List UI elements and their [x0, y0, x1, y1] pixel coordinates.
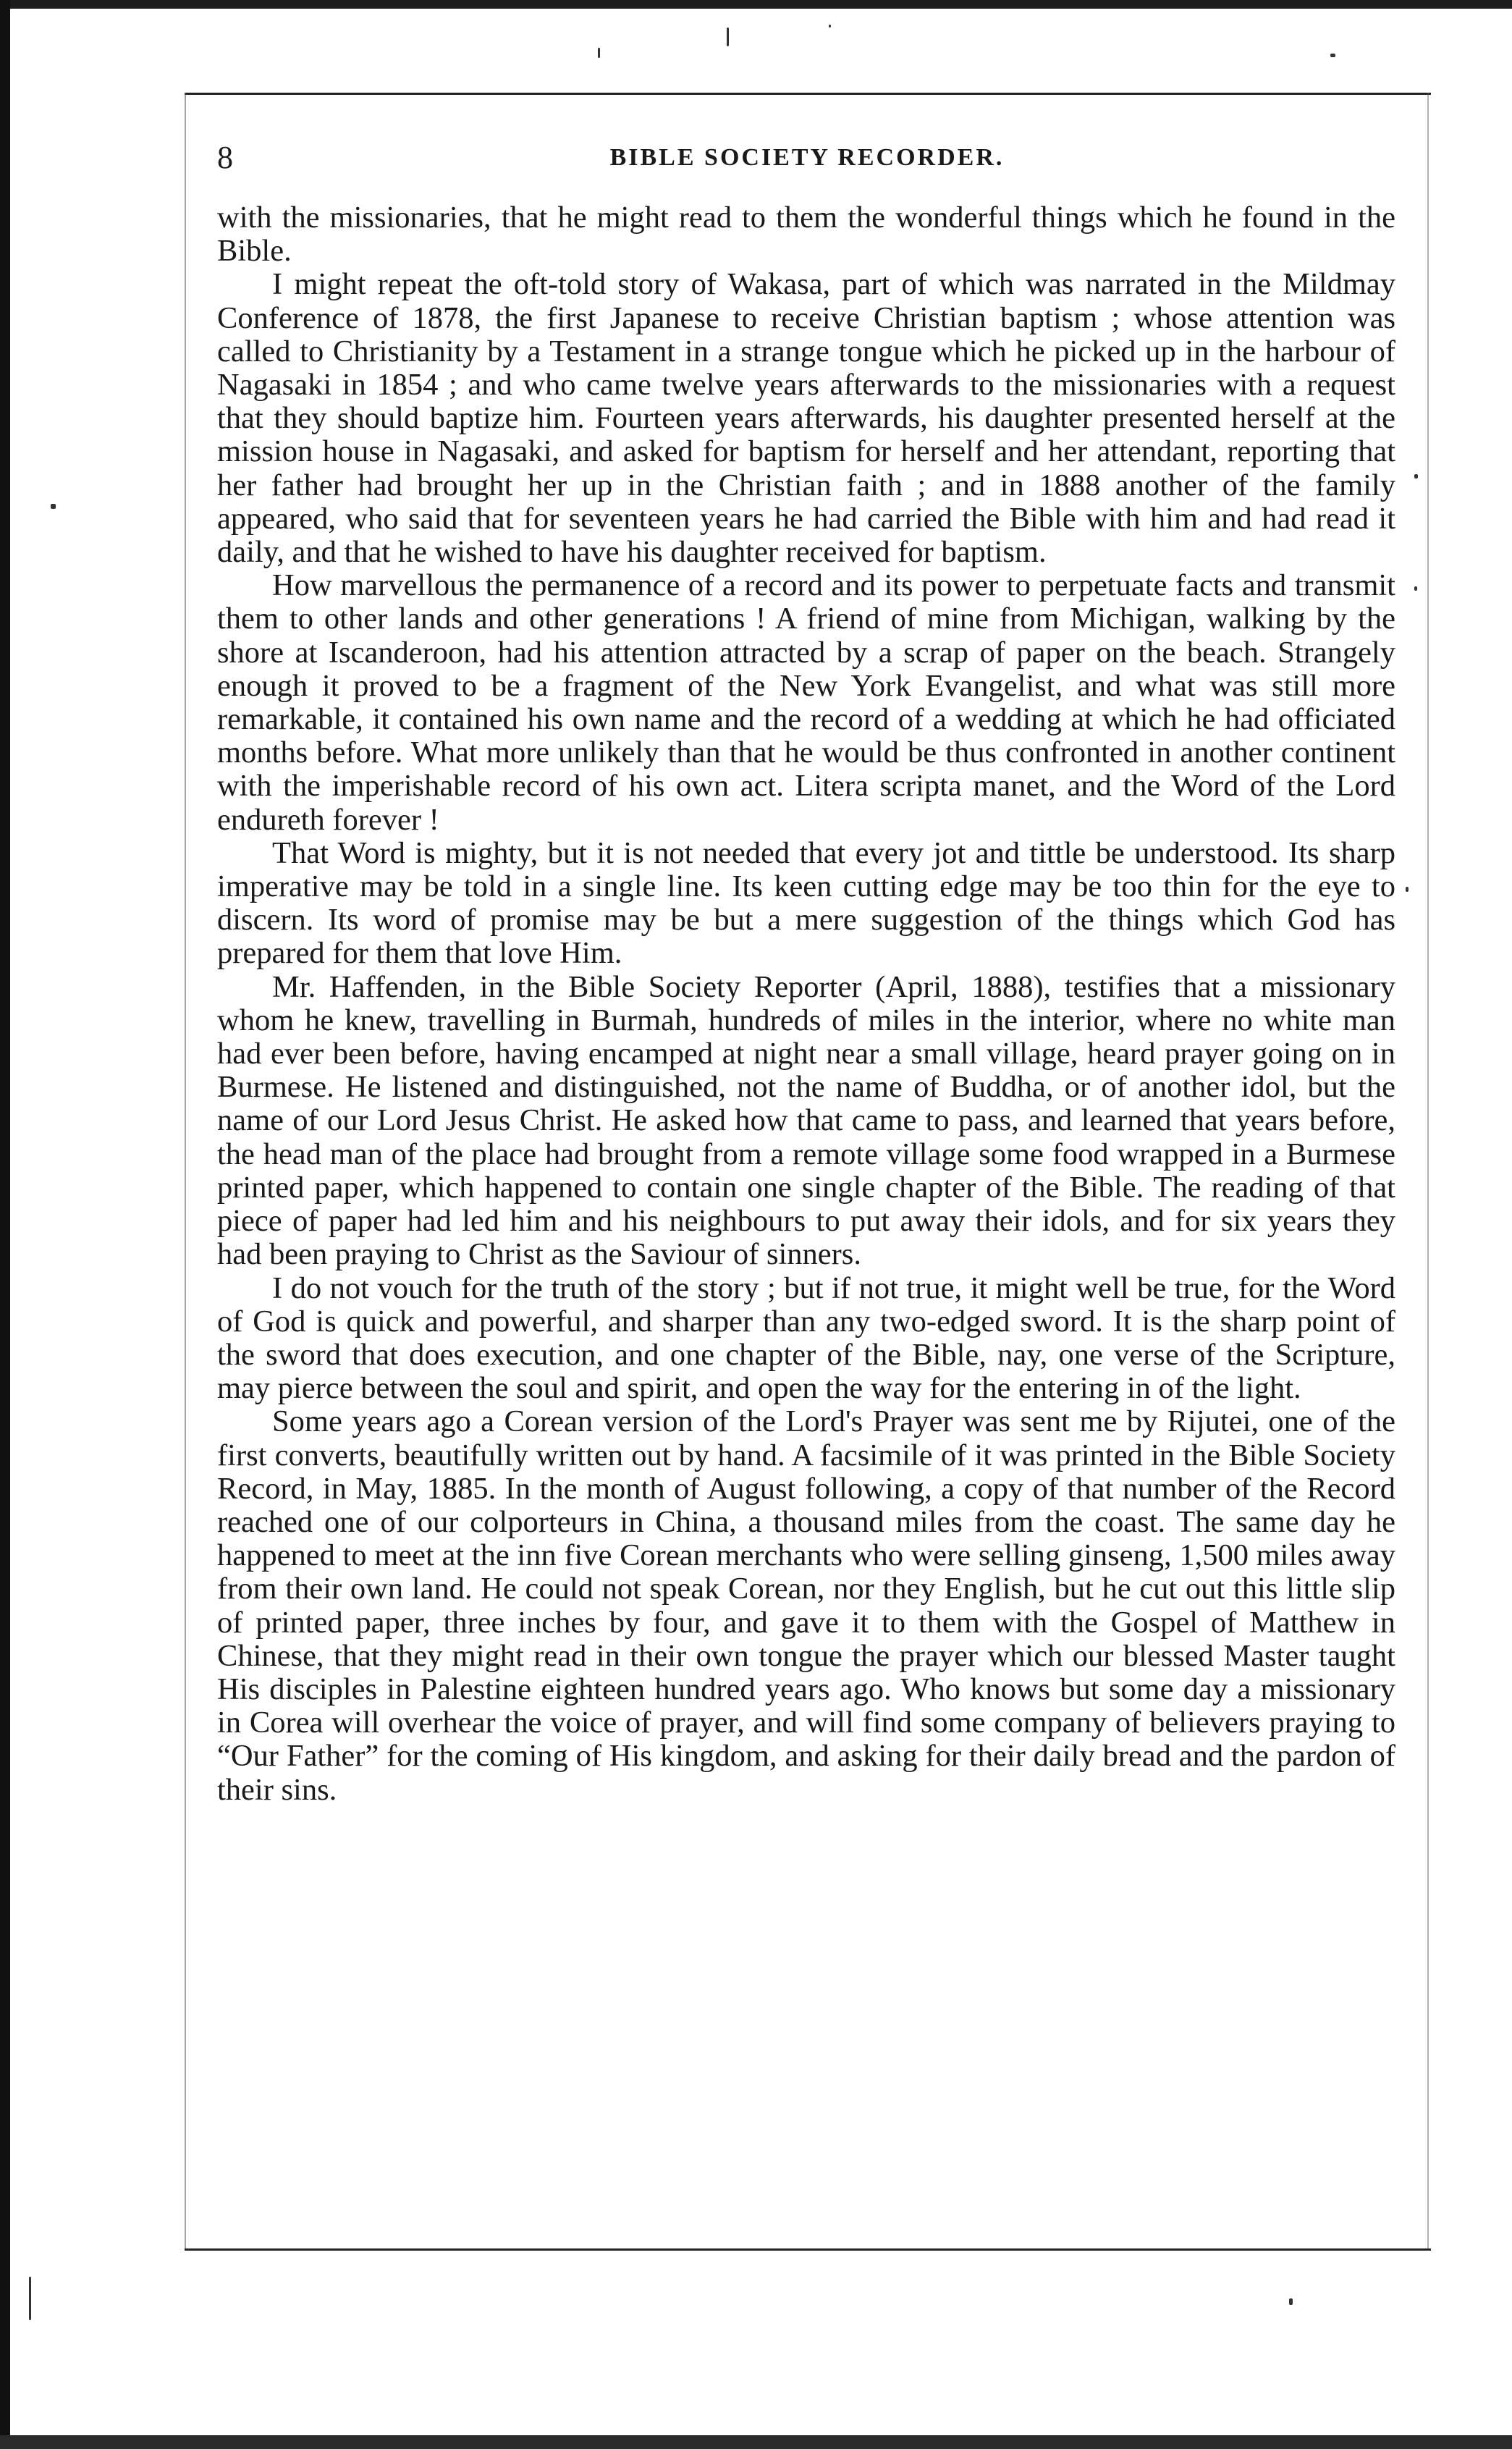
article-body — [217, 201, 1395, 1807]
scan-left-edge — [0, 0, 10, 2449]
scan-top-edge — [0, 0, 1512, 9]
paragraph: Mr. Haffenden, in the Bible Society Reporter (April, 1888), testifies that a missionary whom he knew, travelling in Burmah, hundreds of miles in the interior, where no white man had ever been before, having encamped at night near a small village, heard prayer going on in Burmese. He listened and distinguished, not the name of Buddha, or of another idol, but the name of our Lord Jesus Christ. He asked how that came to pass, and learned that years before, the head man of the place had brought from a remote village some food wrapped in a Burmese printed paper, which happened to contain one single chapter of the Bible. The reading of that piece of paper had led him and his neighbours to put away their idols, and for six years they had been praying to Christ as the Saviour of sinners. — [217, 969, 1395, 1272]
journal-title: BIBLE SOCIETY RECORDER. — [609, 144, 1005, 171]
frame-left-rule — [185, 93, 186, 2248]
page-number: 8 — [217, 140, 233, 175]
paragraph: That Word is mighty, but it is not needed that every jot and tittle be understood. Its sharp imperative may be told in a single line. Its keen cutting edge may be too thin for the eye to discern. Its word of promise may be but a mere suggestion of the things which God has prepared for them that love Him. — [217, 835, 1395, 971]
frame-right-rule — [1427, 93, 1429, 2248]
paragraph: Some years ago a Corean version of the Lord's Prayer was sent me by Rijutei, one of the first converts, beautifully written out by hand. A facsimile of it was printed in the Bible Society Record, in May, 1885. In the month of August following, a copy of that number of the Record reached one of our colporteurs in China, a thousand miles from the coast. The same day he happened to meet at the inn five Corean merchants who were selling ginseng, 1,500 miles away from their own land. He could not speak Corean, nor they English, but he cut out this little slip of printed paper, three inches by four, and gave it to them with the Gospel of Matthew in Chinese, that they might read in their own tongue the prayer which our blessed Master taught His disciples in Palestine eighteen hundred years ago. Who knows but some day a missionary in Corea will overhear the voice of prayer, and will find some company of believers praying to “Our Father” for the coming of His kingdom, and asking for their daily bread and the pardon of their sins. — [217, 1404, 1395, 1807]
paragraph: How marvellous the permanence of a record and its power to perpetuate facts and transmit them to other lands and other generations ! A friend of mine from Michigan, walking by the shore at Iscanderoon, had his attention attracted by a scrap of paper on the beach. Strangely enough it proved to be a fragment of the New York Evangelist, and what was still more remarkable, it contained his own name and the record of a wedding at which he had officiated months before. What more unlikely than that he would be thus confronted in another continent with the imperishable record of his own act. Litera scripta manet, and the Word of the Lord endureth forever ! — [217, 568, 1395, 837]
paragraph: with the missionaries, that he might read to them the wonderful things which he found in the Bible. — [217, 201, 1395, 269]
paragraph: I do not vouch for the truth of the story ; but if not true, it might well be true, for the Word of God is quick and powerful, and sharper than any two-edged sword. It is the sharp point of the sword that does execution, and one chapter of the Bible, nay, one verse of the Scripture, may pierce between the soul and spirit, and open the way for the entering in of the light. — [217, 1270, 1395, 1406]
scan-bottom-edge — [0, 2435, 1512, 2449]
paragraph: I might repeat the oft-told story of Wakasa, part of which was narrated in the Mildmay Conference of 1878, the first Japanese to receive Christian baptism ; whose attention was called to Christianity by a Testament in a strange tongue which he picked up in the harbour of Nagasaki in 1854 ; and who came twelve years afterwards to the missionaries with a request that they should baptize him. Fourteen years afterwards, his daughter presented herself at the mission house in Nagasaki, and asked for baptism for herself and her attendant, reporting that her father had brought her up in the Christian faith ; and in 1888 another of the family appeared, who said that for seventeen years he had carried the Bible with him and had read it daily, and that he wished to have his daughter received for baptism. — [217, 267, 1395, 570]
running-header — [217, 136, 1397, 180]
